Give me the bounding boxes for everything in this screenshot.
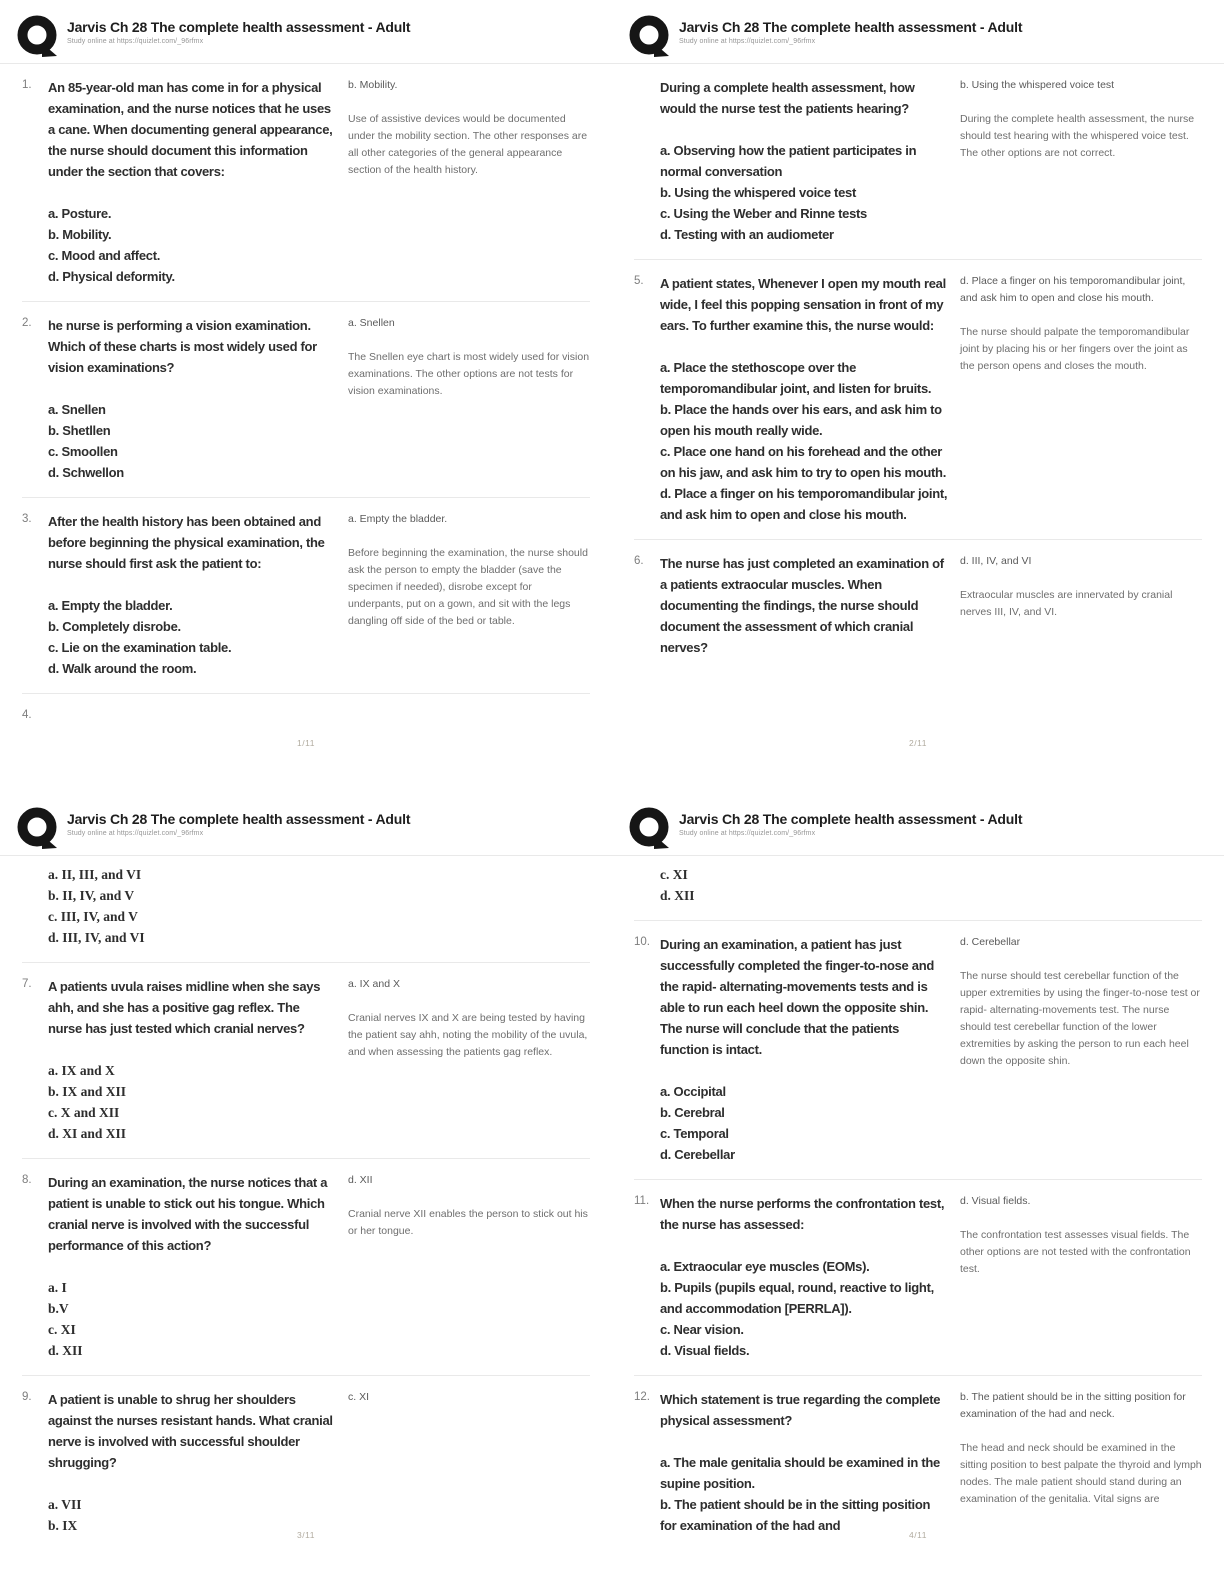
option-b: b. Mobility.	[48, 227, 112, 242]
option-d: d. III, IV, and VI	[48, 930, 145, 945]
doc-title: Jarvis Ch 28 The complete health assessment - Adult	[67, 19, 411, 35]
answer-column	[348, 1389, 590, 1536]
option-d: d. Place a finger on his temporomandibular joint, and ask him to open and close his mouth.	[660, 486, 948, 522]
option-a: a. Empty the bladder.	[48, 598, 173, 613]
option-a: a. The male genitalia should be examined in the supine position.	[660, 1455, 940, 1491]
doc-subtitle: Study online at https://quizlet.com/_96rfmx	[67, 38, 204, 45]
question-text: When the nurse performs the confrontation test, the nurse has assessed:	[660, 1196, 945, 1232]
question-number	[634, 77, 660, 245]
question-number	[634, 864, 660, 906]
option-d: d. XI and XII	[48, 1126, 127, 1141]
option-b: b. IX	[48, 1518, 78, 1533]
question-number: 6.	[634, 555, 644, 567]
option-b: b. Place the hands over his ears, and ask him to open his mouth really wide.	[660, 402, 942, 438]
question-number: 11.	[634, 1195, 650, 1207]
options-list	[660, 140, 948, 245]
qa-item-12	[634, 1376, 1202, 1550]
option-c: c. III, IV, and V	[48, 909, 138, 924]
question-column	[48, 1389, 348, 1536]
doc-subtitle: Study online at https://quizlet.com/_96rfmx	[679, 830, 816, 837]
answer-column	[960, 273, 1202, 525]
answer-column	[960, 1193, 1202, 1361]
answer-column	[348, 511, 590, 679]
page-4	[612, 792, 1224, 1584]
option-c: c. Place one hand on his forehead and the other on his jaw, and ask him to try to open his mouth.	[660, 444, 947, 480]
question-text: During an examination, a patient has just successfully completed the finger-to-nose and the rapid- alternating-movements tests and is able to run each heel down the opposite shin. The nurse will conclude that the patients function is intact.	[660, 937, 934, 1057]
doc-subtitle: Study online at https://quizlet.com/_96rfmx	[679, 38, 816, 45]
option-a: a. Place the stethoscope over the temporomandibular joint, and listen for bruits.	[660, 360, 932, 396]
options-list	[48, 864, 336, 948]
option-a: a. Snellen	[48, 402, 106, 417]
question-number: 10.	[634, 936, 650, 948]
qa-item-1	[22, 64, 590, 302]
answer-explanation: The confrontation test assesses visual fields. The other options are not tested with the confrontation test.	[960, 1229, 1191, 1275]
options-list	[48, 399, 336, 483]
qa-item-11	[634, 1180, 1202, 1376]
option-b: b. IX and XII	[48, 1084, 127, 1099]
option-d: d. Walk around the room.	[48, 661, 197, 676]
answer-label: d. XII	[348, 1174, 373, 1186]
page-number: 3/11	[297, 1530, 315, 1540]
option-d: d. XII	[660, 888, 695, 903]
option-b: b.V	[48, 1301, 69, 1316]
answer-explanation: Use of assistive devices would be documented under the mobility section. The other responses are all other categories of the general appearance section of the health history.	[348, 113, 588, 176]
qa-item-9-options	[634, 856, 1202, 921]
quizlet-logo-icon	[629, 807, 670, 851]
options-list	[660, 1452, 948, 1536]
qa-item-6	[634, 540, 1202, 672]
question-column	[660, 77, 960, 245]
question-column	[48, 511, 348, 679]
option-a: a. Extraocular eye muscles (EOMs).	[660, 1259, 870, 1274]
doc-title: Jarvis Ch 28 The complete health assessment - Adult	[679, 19, 1023, 35]
options-list	[48, 203, 336, 287]
answer-column	[348, 77, 590, 287]
options-list	[660, 1256, 948, 1361]
page-3	[0, 792, 612, 1584]
answer-label: b. Mobility.	[348, 79, 398, 91]
page-header	[0, 792, 612, 851]
question-column	[48, 976, 348, 1144]
qa-item-10	[634, 921, 1202, 1180]
qa-list	[0, 856, 612, 1550]
question-column	[48, 77, 348, 287]
answer-explanation: The nurse should test cerebellar function of the upper extremities by using the finger-to-nose test or rapid- alternating-movements test. The nurse should test cerebellar function of the lower extremities by asking the person to run each heel down the opposite shin.	[960, 970, 1200, 1067]
answer-explanation: During the complete health assessment, the nurse should test hearing with the whispered voice test. The other options are not correct.	[960, 113, 1195, 159]
option-c: c. Near vision.	[660, 1322, 744, 1337]
qa-item-2	[22, 302, 590, 498]
question-text: Which statement is true regarding the complete physical assessment?	[660, 1392, 941, 1428]
options-list	[48, 1277, 336, 1361]
option-a: a. II, III, and VI	[48, 867, 142, 882]
option-d: d. Cerebellar	[660, 1147, 735, 1162]
question-number	[22, 864, 48, 948]
question-column	[48, 707, 348, 721]
quizlet-logo-icon	[17, 807, 58, 851]
answer-explanation: The Snellen eye chart is most widely used for vision examinations. The other options are not tests for vision examinations.	[348, 351, 590, 397]
option-c: c. Temporal	[660, 1126, 729, 1141]
question-column	[660, 934, 960, 1165]
option-a: a. Occipital	[660, 1084, 726, 1099]
option-c: c. Mood and affect.	[48, 248, 161, 263]
page-number: 2/11	[909, 738, 927, 748]
qa-item-4	[634, 64, 1202, 260]
answer-column	[960, 1389, 1202, 1536]
answer-label: a. IX and X	[348, 978, 400, 990]
answer-label: c. XI	[348, 1391, 370, 1403]
option-a: a. Observing how the patient participates in normal conversation	[660, 143, 917, 179]
answer-column	[348, 864, 590, 948]
qa-item-6-options	[22, 856, 590, 963]
qa-list	[612, 856, 1224, 1550]
option-d: d. Physical deformity.	[48, 269, 175, 284]
question-column	[48, 315, 348, 483]
option-a: a. VII	[48, 1497, 82, 1512]
answer-column	[960, 77, 1202, 245]
answer-label: b. Using the whispered voice test	[960, 79, 1115, 91]
page-number: 4/11	[909, 1530, 927, 1540]
option-b: b. II, IV, and V	[48, 888, 135, 903]
question-text: he nurse is performing a vision examination. Which of these charts is most widely used for vision examinations?	[48, 318, 317, 375]
answer-label: a. Snellen	[348, 317, 395, 329]
answer-column	[960, 934, 1202, 1165]
answer-label: b. The patient should be in the sitting position for examination of the had and neck.	[960, 1391, 1186, 1420]
page-header	[612, 792, 1224, 851]
page-1	[0, 0, 612, 792]
option-c: c. X and XII	[48, 1105, 120, 1120]
page-header	[0, 0, 612, 59]
question-column	[48, 864, 348, 948]
answer-column	[960, 553, 1202, 658]
answer-label: d. III, IV, and VI	[960, 555, 1032, 567]
question-text: An 85-year-old man has come in for a physical examination, and the nurse notices that he uses a cane. When documenting general appearance, the nurse should document this information under the section that covers:	[48, 80, 333, 179]
option-b: b. Using the whispered voice test	[660, 185, 856, 200]
answer-explanation: Cranial nerve XII enables the person to stick out his or her tongue.	[348, 1208, 588, 1237]
options-list	[660, 864, 948, 906]
qa-item-5	[634, 260, 1202, 540]
quizlet-logo-icon	[629, 15, 670, 59]
answer-column	[348, 707, 590, 721]
question-column	[660, 273, 960, 525]
answer-label: a. Empty the bladder.	[348, 513, 448, 525]
question-column	[660, 553, 960, 658]
answer-explanation: The nurse should palpate the temporomandibular joint by placing his or her fingers over the joint as the person opens and closes the mouth.	[960, 326, 1190, 372]
options-list	[660, 357, 948, 525]
question-column	[660, 1389, 960, 1536]
question-number: 8.	[22, 1174, 32, 1186]
question-text: The nurse has just completed an examination of a patients extraocular muscles. When documenting the findings, the nurse should document the assessment of which cranial nerves?	[660, 556, 944, 655]
answer-column	[960, 864, 1202, 906]
question-number: 12.	[634, 1391, 650, 1403]
qa-item-9	[22, 1376, 590, 1550]
question-number: 9.	[22, 1391, 32, 1403]
question-column	[48, 1172, 348, 1361]
header-text	[679, 15, 1022, 45]
question-text: A patient states, Whenever I open my mouth real wide, I feel this popping sensation in front of my ears. To further examine this, the nurse would:	[660, 276, 946, 333]
question-text: A patient is unable to shrug her shoulders against the nurses resistant hands. What cranial nerve is involved with successful shoulder shrugging?	[48, 1392, 333, 1470]
question-text: A patients uvula raises midline when she says ahh, and she has a positive gag reflex. The nurse has just tested which cranial nerves?	[48, 979, 321, 1036]
answer-label: d. Visual fields.	[960, 1195, 1031, 1207]
header-text	[679, 807, 1022, 837]
header-text	[67, 15, 410, 45]
question-number: 3.	[22, 513, 32, 525]
answer-label: d. Cerebellar	[960, 936, 1021, 948]
option-b: b. Pupils (pupils equal, round, reactive to light, and accommodation [PERRLA]).	[660, 1280, 934, 1316]
question-text: During an examination, the nurse notices that a patient is unable to stick out his tongue. Which cranial nerve is involved with the successful performance of this action?	[48, 1175, 328, 1253]
option-c: c. Lie on the examination table.	[48, 640, 232, 655]
answer-explanation: Cranial nerves IX and X are being tested by having the patient say ahh, noting the mobility of the uvula, and when assessing the patients gag reflex.	[348, 1012, 588, 1058]
question-text: After the health history has been obtained and before beginning the physical examination, the nurse should first ask the patient to:	[48, 514, 325, 571]
doc-title: Jarvis Ch 28 The complete health assessment - Adult	[67, 811, 411, 827]
option-c: c. XI	[48, 1322, 76, 1337]
doc-subtitle: Study online at https://quizlet.com/_96rfmx	[67, 830, 204, 837]
qa-item-7	[22, 963, 590, 1159]
option-a: a. IX and X	[48, 1063, 115, 1078]
qa-list	[0, 64, 612, 735]
question-text: During a complete health assessment, how would the nurse test the patients hearing?	[660, 80, 915, 116]
page-header	[612, 0, 1224, 59]
answer-column	[348, 976, 590, 1144]
qa-item-3	[22, 498, 590, 694]
doc-title: Jarvis Ch 28 The complete health assessment - Adult	[679, 811, 1023, 827]
option-b: b. Shetllen	[48, 423, 111, 438]
page-2	[612, 0, 1224, 792]
header-text	[67, 807, 410, 837]
option-a: a. I	[48, 1280, 67, 1295]
option-c: c. Using the Weber and Rinne tests	[660, 206, 867, 221]
option-b: b. Cerebral	[660, 1105, 725, 1120]
page-number: 1/11	[297, 738, 315, 748]
option-d: d. Schwellon	[48, 465, 124, 480]
answer-explanation: The head and neck should be examined in the sitting position to best palpate the thyroid and lymph nodes. The male patient should stand during an examination of the genitalia. Vital signs are	[960, 1442, 1202, 1505]
options-list	[48, 1060, 336, 1144]
option-c: c. Smoollen	[48, 444, 118, 459]
qa-item-4-start	[22, 694, 590, 735]
question-column	[660, 1193, 960, 1361]
option-d: d. Visual fields.	[660, 1343, 750, 1358]
qa-list	[612, 64, 1224, 672]
question-number: 1.	[22, 79, 32, 91]
answer-column	[348, 315, 590, 483]
option-b: b. Completely disrobe.	[48, 619, 181, 634]
options-list	[48, 595, 336, 679]
option-d: d. XII	[48, 1343, 83, 1358]
question-number: 2.	[22, 317, 32, 329]
answer-column	[348, 1172, 590, 1361]
qa-item-8	[22, 1159, 590, 1376]
option-b: b. The patient should be in the sitting position for examination of the had and	[660, 1497, 931, 1533]
question-number: 4.	[22, 709, 32, 721]
question-column	[660, 864, 960, 906]
answer-explanation: Extraocular muscles are innervated by cranial nerves III, IV, and VI.	[960, 589, 1173, 618]
answer-explanation: Before beginning the examination, the nurse should ask the person to empty the bladder (save the specimen if needed), disrobe except for underpants, put on a gown, and sit with the legs dangling off side of the bed or table.	[348, 547, 588, 627]
question-number: 5.	[634, 275, 644, 287]
quizlet-logo-icon	[17, 15, 58, 59]
question-number: 7.	[22, 978, 32, 990]
option-c: c. XI	[660, 867, 688, 882]
options-list	[660, 1081, 948, 1165]
answer-label: d. Place a finger on his temporomandibular joint, and ask him to open and close his mouth.	[960, 275, 1186, 304]
option-d: d. Testing with an audiometer	[660, 227, 834, 242]
option-a: a. Posture.	[48, 206, 112, 221]
